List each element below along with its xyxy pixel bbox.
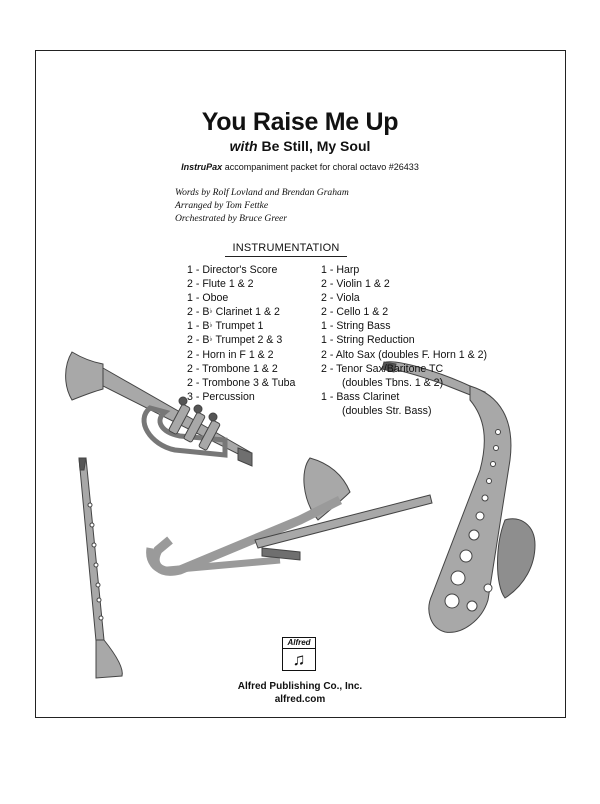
instrument-name: Trombone 3 & Tuba xyxy=(202,376,296,389)
instrument-name: Violin 1 & 2 xyxy=(336,278,390,291)
instrument-row xyxy=(187,362,295,376)
instrument-row xyxy=(321,263,487,277)
alfred-logo xyxy=(282,637,316,671)
page-subtitle xyxy=(0,138,600,154)
publisher-name: Alfred Publishing Co., Inc. xyxy=(237,681,363,692)
instrument-name: String Reduction xyxy=(336,334,415,347)
instrument-count: 2 - xyxy=(187,376,200,389)
trombone-illustration xyxy=(150,458,432,571)
instrument-name: Director's Score xyxy=(202,264,278,276)
logo-note-icon: ♫ xyxy=(292,650,306,669)
packet-line xyxy=(0,162,600,172)
instrument-count: 2 - xyxy=(321,306,334,319)
instrument-row xyxy=(187,291,295,305)
instrument-name: Oboe xyxy=(202,292,229,305)
instrument-name: (doubles Tbns. 1 & 2) xyxy=(342,376,444,389)
instrument-count: 1 - xyxy=(321,264,334,276)
instrument-row xyxy=(187,376,295,390)
instrument-count: 2 - xyxy=(321,362,334,375)
instrument-count: 1 - xyxy=(187,320,200,333)
instrument-row xyxy=(321,348,487,362)
instrument-name: Trumpet 1 xyxy=(215,320,264,333)
instrument-count: 2 - xyxy=(187,278,200,291)
instrument-count: 2 - xyxy=(187,348,200,361)
instrument-count: 1 - xyxy=(321,390,334,403)
instrumentation-left-column xyxy=(187,263,295,404)
instrument-name: (doubles Str. Bass) xyxy=(342,404,432,417)
instrument-name: String Bass xyxy=(336,320,391,333)
flat-symbol: ♭ xyxy=(209,336,213,344)
page-title: You Raise Me Up xyxy=(201,108,399,136)
instrument-name: Harp xyxy=(336,264,360,276)
instrument-key: B xyxy=(202,334,210,347)
instrumentation-right-column xyxy=(321,263,487,418)
instrument-row xyxy=(187,333,295,347)
instrument-row xyxy=(321,333,487,347)
instrument-count: 1 - xyxy=(187,292,200,305)
instrument-row xyxy=(321,305,487,319)
instrument-name: Horn in F 1 & 2 xyxy=(202,348,274,361)
instrument-count: 2 - xyxy=(187,306,200,319)
instrument-name: Trombone 1 & 2 xyxy=(202,362,278,375)
instrument-name: Percussion xyxy=(202,390,255,403)
instrument-name: Tenor Sax/Baritone TC xyxy=(336,362,444,375)
instrument-name: Clarinet 1 & 2 xyxy=(215,306,280,319)
instrument-row xyxy=(321,390,487,404)
instrument-count: 2 - xyxy=(187,362,200,375)
subtitle-with: with xyxy=(229,138,258,154)
instrument-count: 1 - xyxy=(321,334,334,347)
instrument-row xyxy=(187,263,295,277)
packet-brand: InstruPax xyxy=(181,162,223,172)
instrument-row xyxy=(321,291,487,305)
instrument-count: 3 - xyxy=(187,390,200,403)
clarinet-illustration xyxy=(79,458,122,678)
credits xyxy=(175,186,349,225)
instrumentation-heading: INSTRUMENTATION xyxy=(225,242,347,257)
instrument-row-continued xyxy=(321,376,487,390)
instrument-row xyxy=(321,362,487,376)
flat-symbol: ♭ xyxy=(209,322,213,330)
instrument-row-continued xyxy=(321,404,487,418)
flat-symbol: ♭ xyxy=(209,308,213,316)
instrument-row xyxy=(187,348,295,362)
instrument-key: B xyxy=(202,320,210,333)
credit-words: Words by Rolf Lovland and Brendan Graham xyxy=(175,187,349,198)
instrument-name: Viola xyxy=(336,292,360,305)
credit-orchestrator: Orchestrated by Bruce Greer xyxy=(175,213,287,224)
instrument-key: B xyxy=(202,306,210,319)
instrument-count: 1 - xyxy=(321,320,334,333)
instrument-row xyxy=(187,305,295,319)
instrument-name: Alto Sax (doubles F. Horn 1 & 2) xyxy=(335,348,488,361)
publisher-website: alfred.com xyxy=(274,694,326,705)
instrument-count: 2 - xyxy=(321,292,334,305)
logo-text: Alfred xyxy=(283,638,315,649)
credit-arranger: Arranged by Tom Fettke xyxy=(175,200,269,211)
subtitle-rest: Be Still, My Soul xyxy=(261,138,371,154)
instrument-name: Flute 1 & 2 xyxy=(202,278,254,291)
instrument-row xyxy=(321,319,487,333)
instrument-count: 2 - xyxy=(321,348,334,361)
instrument-name: Bass Clarinet xyxy=(336,390,400,403)
instrument-name: Cello 1 & 2 xyxy=(336,306,389,319)
instrument-count: 1 - xyxy=(187,264,200,276)
instrument-row xyxy=(321,277,487,291)
instrument-row xyxy=(187,390,295,404)
instrument-row xyxy=(187,277,295,291)
packet-text: accompaniment packet for choral octavo #26433 xyxy=(224,162,419,172)
instrument-count: 2 - xyxy=(321,278,334,291)
instrument-count: 2 - xyxy=(187,334,200,347)
instrument-name: Trumpet 2 & 3 xyxy=(215,334,283,347)
instrument-row xyxy=(187,319,295,333)
